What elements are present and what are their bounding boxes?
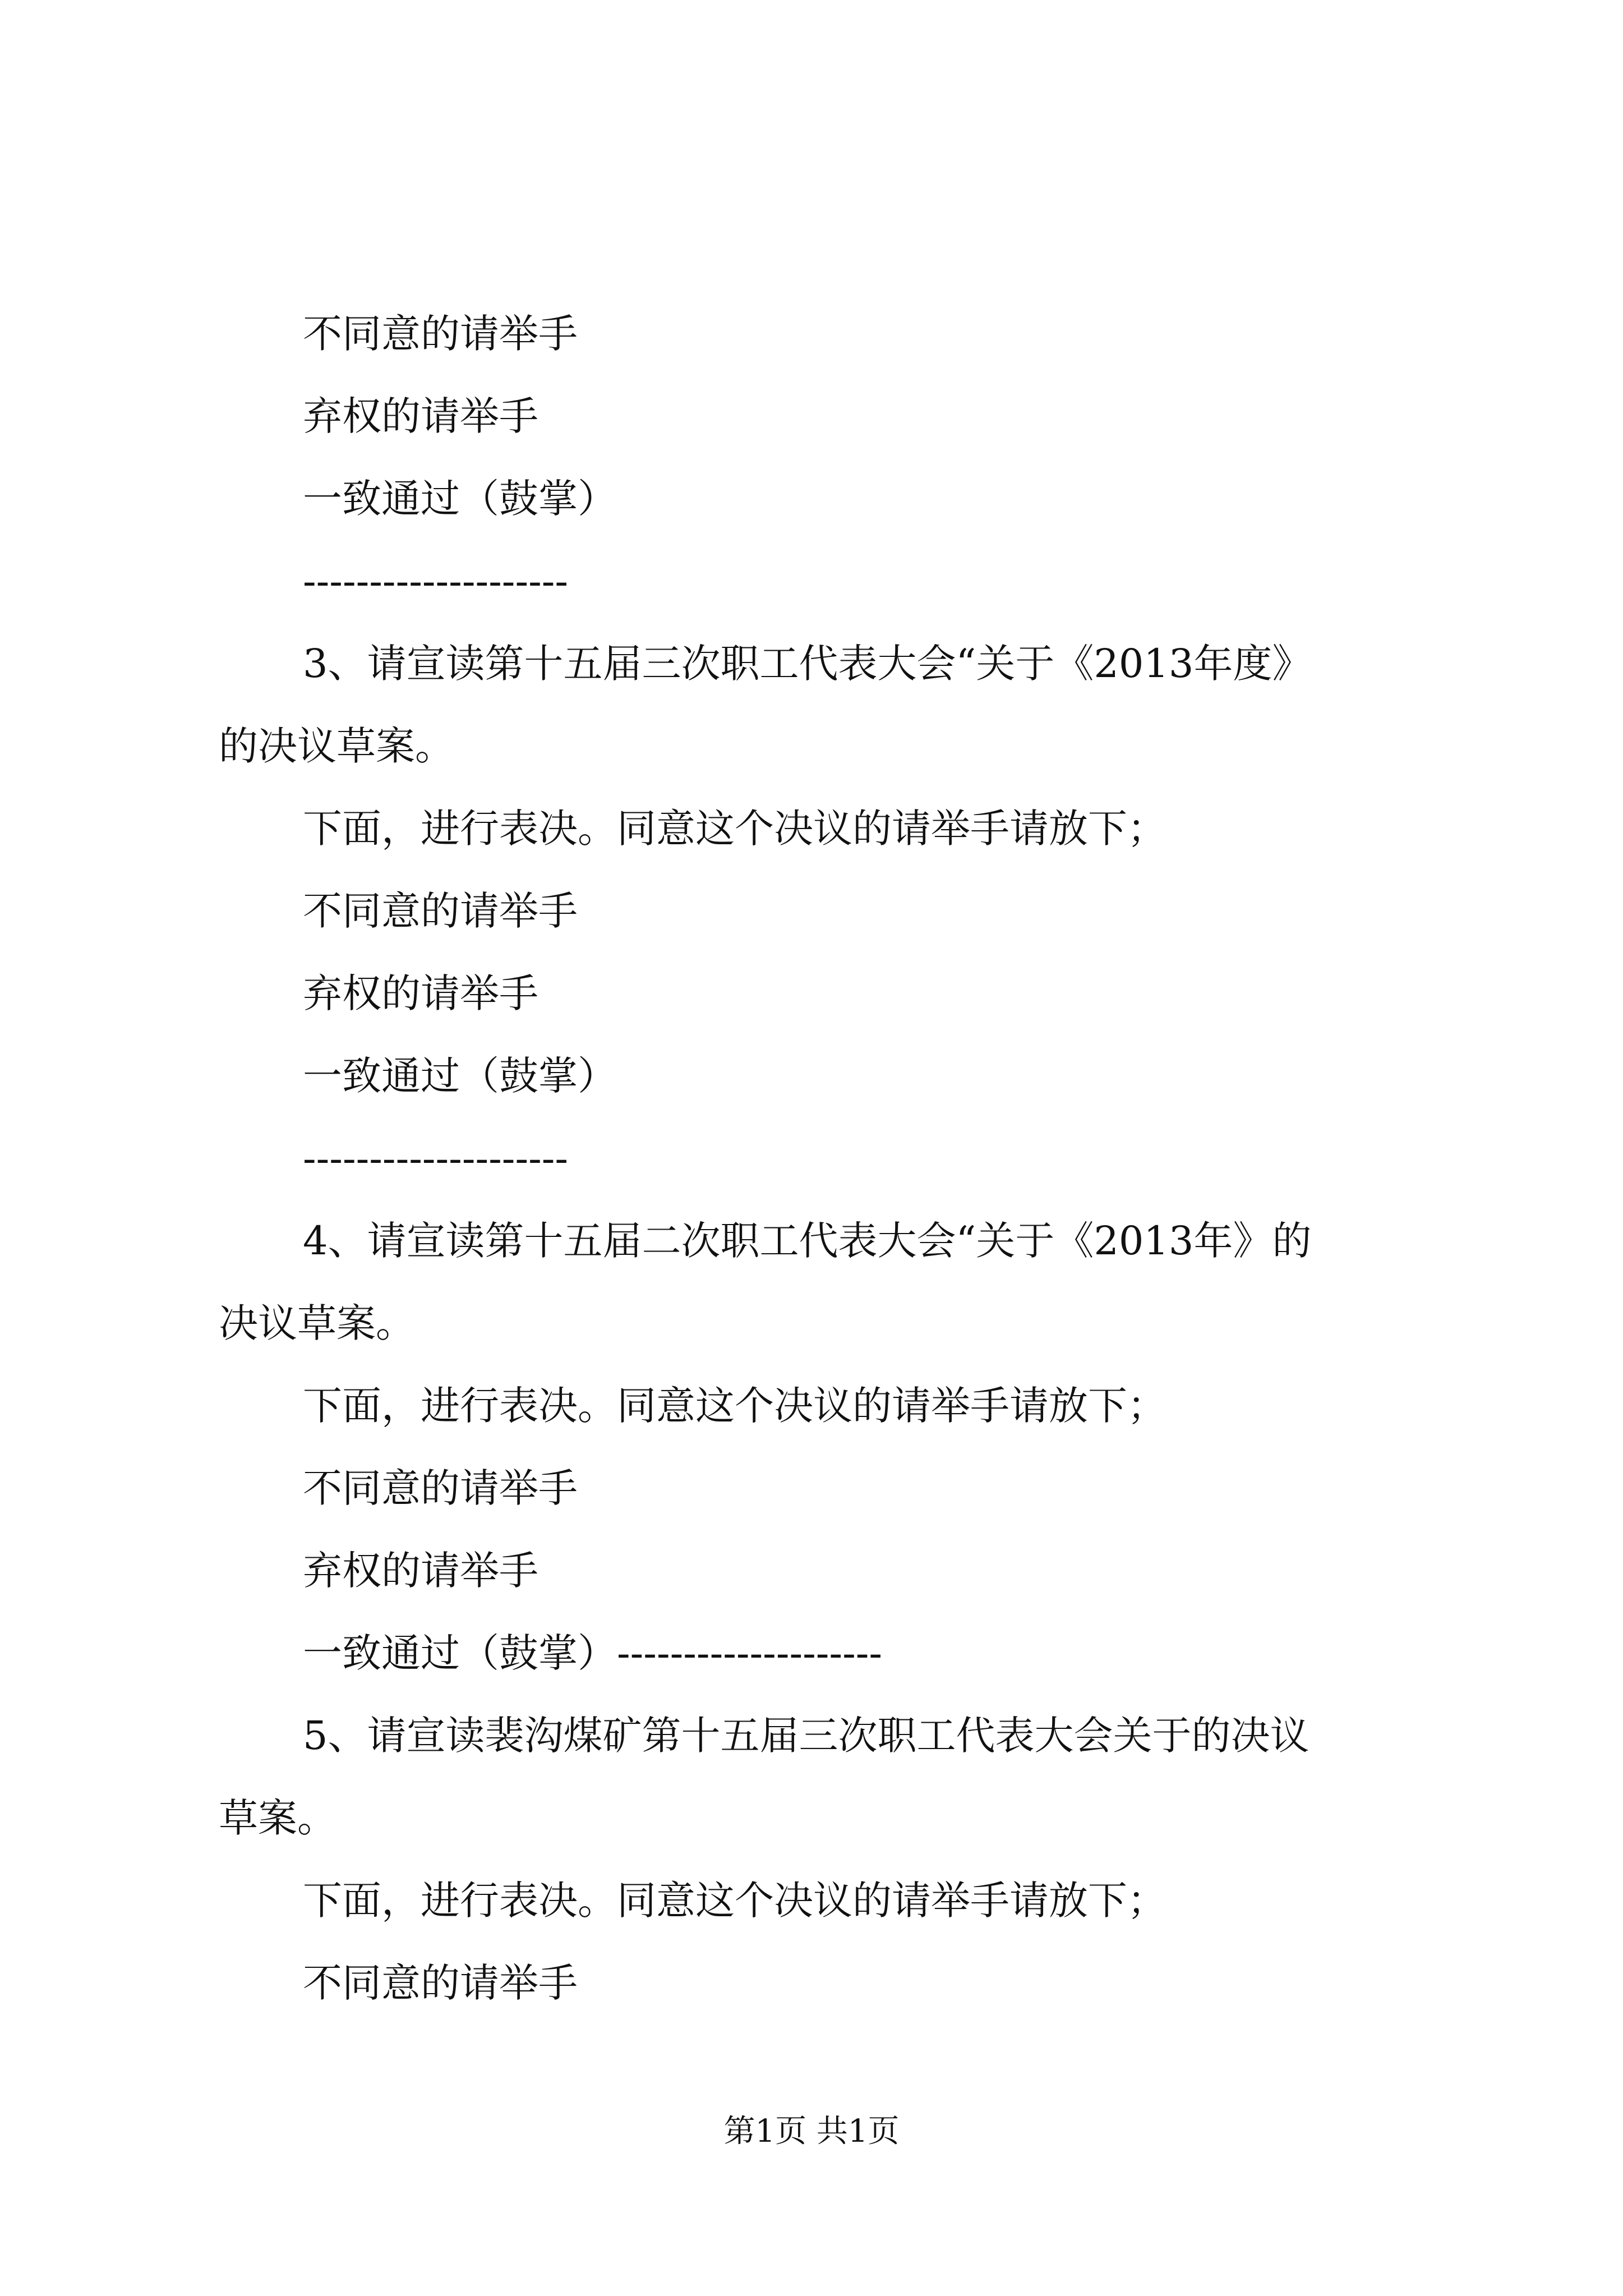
item-4-heading-continued: 决议草案。 [219, 1300, 415, 1346]
text-line: 弃权的请举手 [303, 1548, 538, 1594]
text-line: 下面，进行表决。同意这个决议的请举手请放下； [303, 1878, 1166, 1924]
item-3-heading-continued: 的决议草案。 [219, 723, 454, 769]
text-line: 弃权的请举手 [303, 393, 538, 439]
text-line: 一致通过（鼓掌） [303, 1053, 617, 1099]
text-line: 不同意的请举手 [303, 888, 578, 934]
text-line: 不同意的请举手 [303, 1465, 578, 1511]
page-footer: 第1页 共1页 [723, 2113, 900, 2150]
separator-line: -------------------- [303, 1135, 569, 1181]
text-line: 弃权的请举手 [303, 970, 538, 1016]
separator-line: -------------------- [303, 558, 569, 604]
text-line: 不同意的请举手 [303, 311, 578, 357]
item-4-heading: 4、请宣读第十五届二次职工代表大会“关于《2013年》的 [303, 1218, 1312, 1264]
text-line: 一致通过（鼓掌） [303, 476, 617, 522]
text-line: 不同意的请举手 [303, 1960, 578, 2006]
item-3-heading: 3、请宣读第十五届三次职工代表大会“关于《2013年度》 [303, 641, 1312, 687]
item-5-heading-continued: 草案。 [219, 1795, 336, 1841]
item-5-heading: 5、请宣读裴沟煤矿第十五届三次职工代表大会关于的决议 [303, 1713, 1310, 1759]
text-line: 一致通过（鼓掌）-------------------- [303, 1630, 883, 1676]
text-line: 下面，进行表决。同意这个决议的请举手请放下； [303, 806, 1166, 852]
text-line: 下面，进行表决。同意这个决议的请举手请放下； [303, 1383, 1166, 1429]
